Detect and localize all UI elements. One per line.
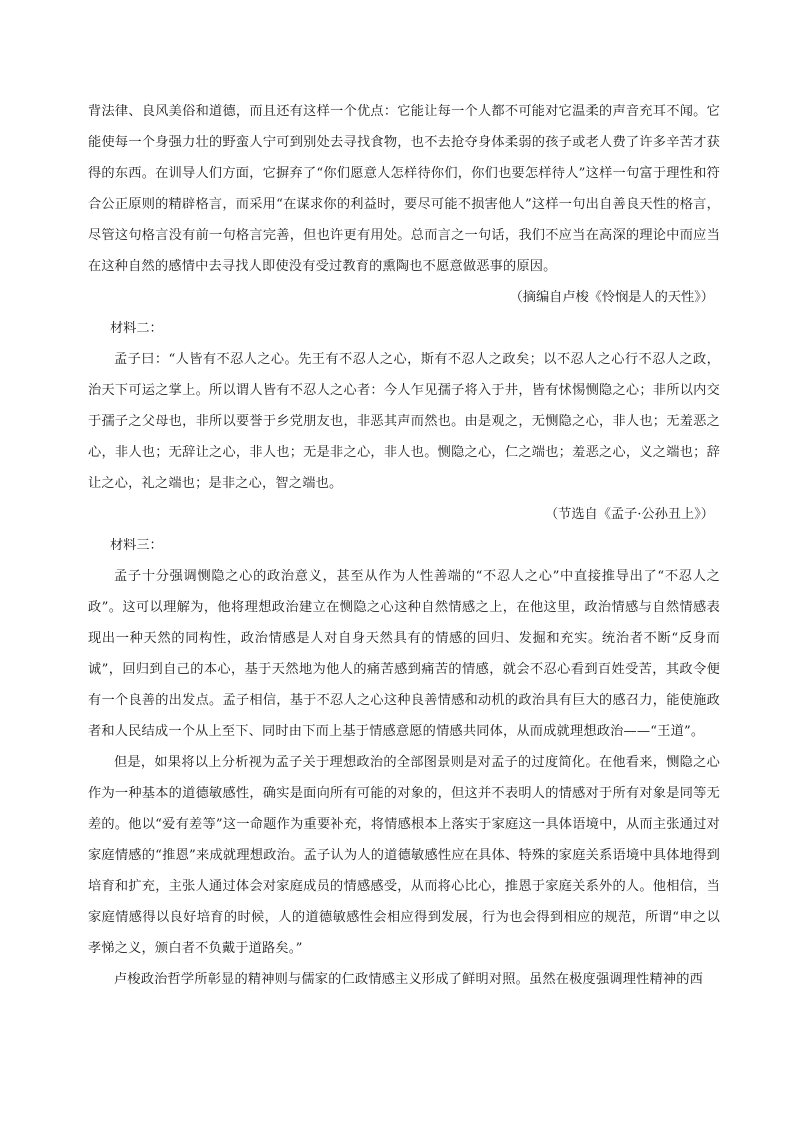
- material3-heading: 材料三：: [110, 538, 163, 553]
- material1-source: （摘编自卢梭《怜悯是人的天性》）: [509, 290, 714, 305]
- material2-paragraph: 孟子曰：“人皆有不忍人之心。先王有不忍人之心，斯有不忍人之政矣；以不忍人之心行不忍人之政，治天下可运之掌上。所以谓人皆有不忍人之心者：今人乍见孺子将入于井，皆有怵惕恻隐之心；非所以内交于孺子之父母也，非所以要誉于乡党朋友也，非恶其声而然也。由是观之，无恻隐之心，非人也；无羞恶之心，非人也；无辞让之心，非人也；无是非之心，非人也。恻隐之心，仁之端也；羞恶之心，义之端也；辞让之心，礼之端也；是非之心，智之端也。: [88, 352, 720, 491]
- material3-paragraph-3: 卢梭政治哲学所彰显的精神则与儒家的仁政情感主义形成了鲜明对照。虽然在极度强调理性精神的西: [114, 972, 704, 987]
- material1-paragraph: 背法律、良风美俗和道德，而且还有这样一个优点：它能让每一个人都不可能对它温柔的声音充耳不闻。它能使每一个身强力壮的野蛮人宁可到别处去寻找食物，也不去抢夺身体柔弱的孩子或老人费了许多辛苦才获得的东西。在训导人们方面，它摒弃了“你们愿意人怎样待你们，你们也要怎样待人”这样一句富于理性和符合公正原则的精辟格言，而采用“在谋求你的利益时，要尽可能不损害他人”这样一句出自善良天性的格言，尽管这句格言没有前一句格言完善，但也许更有用处。总而言之一句话，我们不应当在高深的理论中而应当在这种自然的感情中去寻找人即使没有受过教育的熏陶也不愿意做恶事的原因。: [88, 104, 720, 274]
- document-page: [88, 96, 720, 995]
- material3-paragraph-2: 但是，如果将以上分析视为孟子关于理想政治的全部图景则是对孟子的过度简化。在他看来，恻隐之心作为一种基本的道德敏感性，确实是面向所有可能的对象的，但这并不表明人的情感对于所有对象是同等无差的。他以“爱有差等”这一命题作为重要补充，将情感根本上落实于家庭这一具体语境中，从而主张通过对家庭情感的“推恩”来成就理想政治。孟子认为人的道德敏感性应在具体、特殊的家庭关系语境中具体地得到培育和扩充，主张人通过体会对家庭成员的情感感受，从而将心比心，推恩于家庭关系外的人。他相信，当家庭情感得以良好培育的时候，人的道德敏感性会相应得到发展，行为也会得到相应的规范，所谓“申之以孝悌之义，颁白者不负戴于道路矣。”: [88, 755, 720, 956]
- material3-paragraph-1: 孟子十分强调恻隐之心的政治意义，甚至从作为人性善端的“不忍人之心”中直接推导出了“不忍人之政”。这可以理解为，他将理想政治建立在恻隐之心这种自然情感之上，在他这里，政治情感与自然情感表现出一种天然的同构性，政治情感是人对自身天然具有的情感的回归、发掘和充实。统治者不断“反身而诚”，回归到自己的本心，基于天然地为他人的痛苦感到痛苦的情感，就会不忍心看到百姓受苦，其政令便有一个良善的出发点。孟子相信，基于不忍人之心这种良善情感和动机的政治具有巨大的感召力，能使施政者和人民结成一个从上至下、同时由下而上基于情感意愿的情感共同体，从而成就理想政治——“王道”。: [88, 569, 720, 739]
- material2-heading: 材料二：: [110, 321, 163, 336]
- material2-source: （节选自《孟子·公孙丑上》）: [544, 507, 714, 522]
